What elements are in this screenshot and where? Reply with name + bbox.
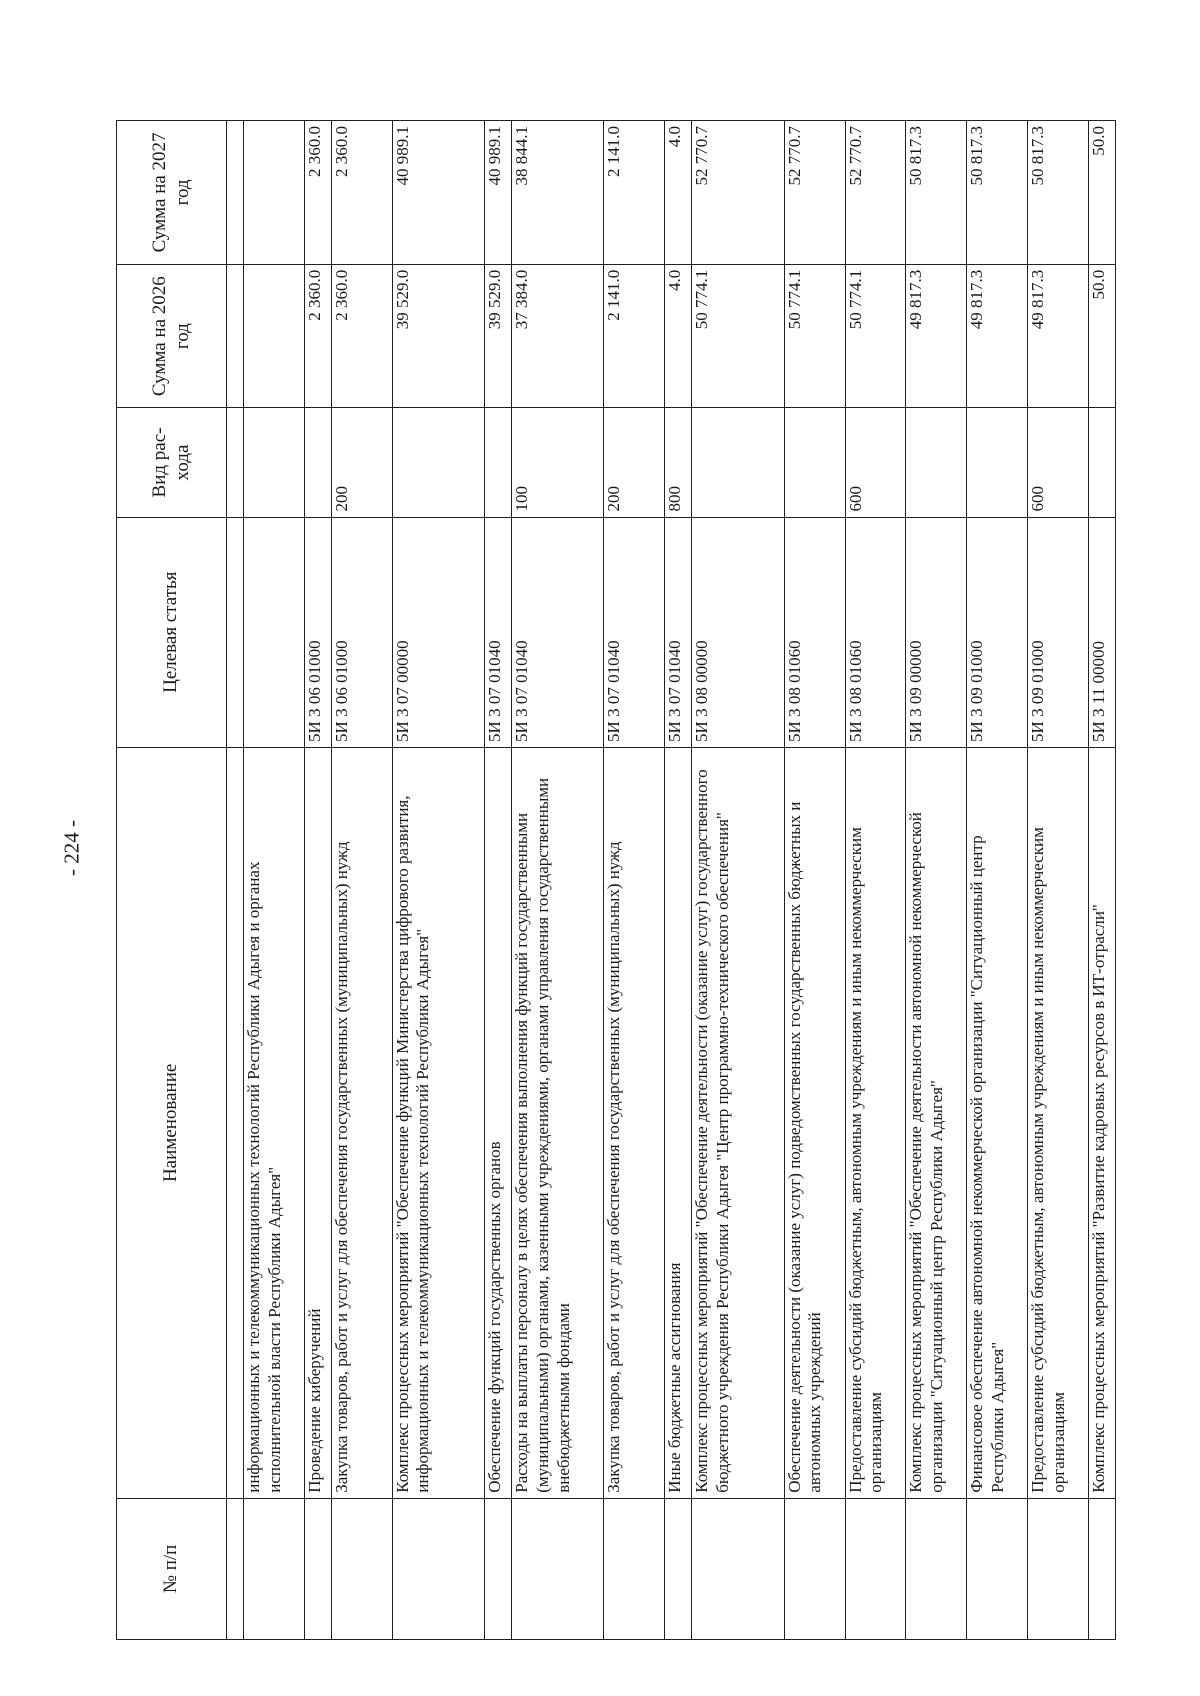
cell-kind [392, 408, 484, 517]
cell-target: 5И 3 06 01000 [331, 517, 392, 747]
header-no: № п/п [117, 1498, 227, 1639]
cell-name: Комплекс процессных мероприятий "Обеспечение функций Министерства цифрового развития, информационных и телекоммуникационных технологий Республики Адыгея" [392, 747, 484, 1498]
cell-no [604, 1498, 665, 1639]
cell-no [331, 1498, 392, 1639]
table-row [392, 121, 484, 1640]
table-row [845, 121, 906, 1640]
cell-name: Обеспечение функций государственных органов [485, 747, 512, 1498]
cell-target: 5И 3 11 00000 [1088, 517, 1115, 747]
cell-no [692, 1498, 784, 1639]
cell-sum-2026: 2 360.0 [331, 264, 392, 408]
table-row [692, 121, 784, 1640]
cell-sum-2026: 2 141.0 [604, 264, 665, 408]
cell-name: информационных и телекоммуникационных технологий Республики Адыгея и органах исполнительной власти Республики Адыгея" [243, 747, 304, 1498]
table-row [331, 121, 392, 1640]
table-row [665, 121, 692, 1640]
cell-sum-2026: 50 774.1 [692, 264, 784, 408]
cell-target: 5И 3 08 00000 [692, 517, 784, 747]
cell-sum-2026 [243, 264, 304, 408]
cell-kind [485, 408, 512, 517]
cell-kind: 200 [604, 408, 665, 517]
cell-sum-2027: 2 360.0 [331, 121, 392, 265]
table-row [967, 121, 1028, 1640]
table-row [512, 121, 604, 1640]
cell-no [243, 1498, 304, 1639]
cell-sum-2027 [243, 121, 304, 265]
cell-no [304, 1498, 331, 1639]
cell-kind: 600 [1028, 408, 1089, 517]
cell-name: Комплекс процессных мероприятий "Обеспечение деятельности автономной некоммерческой организации "Ситуационный центр Республики Адыгея" [906, 747, 967, 1498]
cell-target: 5И 3 07 01040 [512, 517, 604, 747]
cell-target: 5И 3 09 00000 [906, 517, 967, 747]
cell-no [512, 1498, 604, 1639]
cell-sum-2026: 4.0 [665, 264, 692, 408]
cell-sum-2027: 4.0 [665, 121, 692, 265]
cell-sum-2026: 39 529.0 [485, 264, 512, 408]
cell-sum-2027: 50 817.3 [967, 121, 1028, 265]
cell-kind: 100 [512, 408, 604, 517]
header-kind: Вид рас-хода [117, 408, 227, 517]
cell-name: Предоставление субсидий бюджетным, автономным учреждениям и иным некоммерческим организациям [845, 747, 906, 1498]
cell-name: Расходы на выплаты персоналу в целях обеспечения выполнения функций государственными (муниципальными) органами, казенными учреждениями, органами управления государственными внебюджетными фондами [512, 747, 604, 1498]
cell-sum-2026: 39 529.0 [392, 264, 484, 408]
cell-kind [1088, 408, 1115, 517]
budget-table [116, 120, 1116, 1640]
table-row [243, 121, 304, 1640]
cell-sum-2026: 49 817.3 [967, 264, 1028, 408]
cell-no [1088, 1498, 1115, 1639]
cell-name: Комплекс процессных мероприятий "Развитие кадровых ресурсов в ИТ-отрасли" [1088, 747, 1115, 1498]
cell-name: Финансовое обеспечение автономной некоммерческой организации "Ситуационный центр Республики Адыгея" [967, 747, 1028, 1498]
cell-kind: 600 [845, 408, 906, 517]
table-row [1088, 121, 1115, 1640]
cell-target: 5И 3 09 01000 [967, 517, 1028, 747]
budget-table-container [116, 120, 1116, 1640]
cell-name: Обеспечение деятельности (оказание услуг) подведомственных государственных бюджетных и автономных учреждений [784, 747, 845, 1498]
cell-target: 5И 3 06 01000 [304, 517, 331, 747]
table-row [784, 121, 845, 1640]
cell-sum-2026: 50 774.1 [784, 264, 845, 408]
cell-target: 5И 3 07 00000 [392, 517, 484, 747]
table-row [906, 121, 967, 1640]
cell-sum-2026: 37 384.0 [512, 264, 604, 408]
header-row [117, 121, 227, 1640]
cell-kind: 800 [665, 408, 692, 517]
cell-no [967, 1498, 1028, 1639]
table-row [604, 121, 665, 1640]
cell-sum-2027: 50 817.3 [1028, 121, 1089, 265]
cell-sum-2027: 38 844.1 [512, 121, 604, 265]
cell-sum-2027: 50.0 [1088, 121, 1115, 265]
cell-target: 5И 3 07 01040 [665, 517, 692, 747]
cell-no [784, 1498, 845, 1639]
cell-no [1028, 1498, 1089, 1639]
cell-kind [906, 408, 967, 517]
header-sum-2027: Сумма на 2027 год [117, 121, 227, 265]
cell-kind [304, 408, 331, 517]
cell-sum-2027: 2 360.0 [304, 121, 331, 265]
cell-no [392, 1498, 484, 1639]
cell-name: Закупка товаров, работ и услуг для обеспечения государственных (муниципальных) нужд [604, 747, 665, 1498]
page-number: - 224 - [59, 820, 84, 876]
cell-sum-2026: 50 774.1 [845, 264, 906, 408]
cell-target: 5И 3 07 01040 [485, 517, 512, 747]
cell-sum-2027: 2 141.0 [604, 121, 665, 265]
header-target: Целевая статья [117, 517, 227, 747]
cell-sum-2026: 49 817.3 [1028, 264, 1089, 408]
cell-no [906, 1498, 967, 1639]
cell-kind [243, 408, 304, 517]
cell-kind: 200 [331, 408, 392, 517]
cell-kind [692, 408, 784, 517]
cell-name: Проведение киберучений [304, 747, 331, 1498]
cell-target [243, 517, 304, 747]
cell-target: 5И 3 08 01060 [845, 517, 906, 747]
table-row [304, 121, 331, 1640]
cell-kind [784, 408, 845, 517]
header-sum-2026: Сумма на 2026 год [117, 264, 227, 408]
cell-kind [967, 408, 1028, 517]
cell-no [845, 1498, 906, 1639]
cell-no [665, 1498, 692, 1639]
cell-target: 5И 3 09 01000 [1028, 517, 1089, 747]
cell-name: Предоставление субсидий бюджетным, автономным учреждениям и иным некоммерческим организациям [1028, 747, 1089, 1498]
cell-sum-2027: 40 989.1 [392, 121, 484, 265]
cell-name: Иные бюджетные ассигнования [665, 747, 692, 1498]
cell-sum-2026: 2 360.0 [304, 264, 331, 408]
cell-sum-2027: 50 817.3 [906, 121, 967, 265]
cell-target: 5И 3 08 01060 [784, 517, 845, 747]
table-row [485, 121, 512, 1640]
header-name: Наименование [117, 747, 227, 1498]
table-row [1028, 121, 1089, 1640]
cell-no [485, 1498, 512, 1639]
cell-target: 5И 3 07 01040 [604, 517, 665, 747]
cell-sum-2027: 52 770.7 [692, 121, 784, 265]
cell-sum-2027: 52 770.7 [784, 121, 845, 265]
cell-sum-2027: 40 989.1 [485, 121, 512, 265]
cell-sum-2026: 50.0 [1088, 264, 1115, 408]
cell-sum-2027: 52 770.7 [845, 121, 906, 265]
table-spacer-row [227, 121, 244, 1640]
cell-sum-2026: 49 817.3 [906, 264, 967, 408]
cell-name: Комплекс процессных мероприятий "Обеспечение деятельности (оказание услуг) государственного бюджетного учреждения Республики Адыгея "Центр программно-технического обеспечения" [692, 747, 784, 1498]
cell-name: Закупка товаров, работ и услуг для обеспечения государственных (муниципальных) нужд [331, 747, 392, 1498]
